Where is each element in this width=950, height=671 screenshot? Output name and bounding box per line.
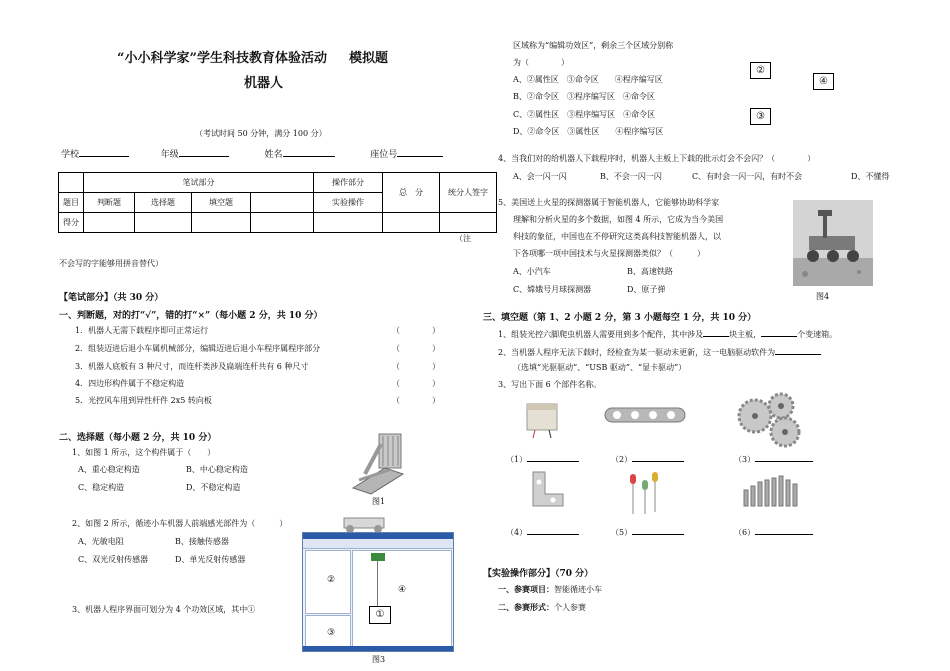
- part-blank-3: （3）: [734, 452, 813, 465]
- part-blank-2: （2）: [611, 452, 684, 465]
- fill-blank[interactable]: [775, 345, 821, 355]
- choice-option: B、高速铁路: [627, 267, 673, 276]
- answer-paren[interactable]: （ ）: [392, 344, 440, 353]
- choice-option: A、会一闪一闪: [513, 172, 567, 181]
- fill-q3: 3、写出下面 6 个部件名称。: [498, 380, 602, 389]
- fill-blank[interactable]: [761, 327, 797, 337]
- figure-2-car: [340, 512, 390, 534]
- part-blank-4: （4）: [506, 525, 579, 538]
- choice-q5: 科技的象征，中国也在不停研究这类高科技智能机器人，以: [513, 232, 721, 241]
- figure-4-caption: 图4: [816, 292, 830, 301]
- choice-option: B、不会一闪一闪: [600, 172, 662, 181]
- score-total-header: 总 分: [383, 173, 440, 213]
- choice-heading: 二、选择题（每小题 2 分，共 10 分）: [59, 433, 217, 443]
- area-label-box: ④: [813, 73, 834, 90]
- choice-option: C、双光反射传感器: [78, 555, 149, 564]
- score-cell[interactable]: [383, 213, 440, 233]
- screen-label-box: ①: [369, 606, 391, 624]
- choice-option: A、小汽车: [513, 267, 551, 276]
- q3-continued: 区域称为“编辑功效区”，剩余三个区域分别称: [513, 41, 674, 50]
- area-label-box: ②: [750, 62, 771, 79]
- score-cell[interactable]: [192, 213, 251, 233]
- choice-option: A、重心稳定构造: [78, 465, 140, 474]
- judge-item: 1．机器人无需下载程序即可正常运行: [75, 326, 209, 335]
- judge-item: 3．机器人底板有 3 种尺寸，而连杆类涉及扁端连杆共有 6 种尺寸: [75, 362, 309, 371]
- fill-blank[interactable]: [527, 452, 579, 462]
- note-right: （注: [455, 234, 471, 243]
- choice-option: B、中心稳定构造: [186, 465, 248, 474]
- score-cell[interactable]: [440, 213, 497, 233]
- figure-1-caption: 图1: [372, 497, 386, 506]
- choice-q2: 2、如图 2 所示，循迹小车机器人前端感光部件为（ ）: [72, 519, 288, 528]
- fill-blank[interactable]: [632, 525, 684, 535]
- choice-q5: 下各项哪一项中国技术与火星探测器类似？（ ）: [513, 249, 705, 258]
- judge-heading: 一、判断题，对的打“√”，错的打“×”（每小题 2 分，共 10 分）: [59, 311, 323, 321]
- exam-info: （考试时间 50 分钟，满分 100 分）: [195, 129, 327, 138]
- part-5-leds: [622, 470, 666, 516]
- q3-continued: 为（ ）: [513, 58, 569, 67]
- fill-heading: 三、填空题（第 1、2 小题 2 分，第 3 小题每空 1 分，共 10 分）: [483, 313, 757, 323]
- choice-option: A、光敏电阻: [78, 537, 124, 546]
- name-blank[interactable]: [283, 147, 335, 157]
- page-title: “小小科学家”学生科技教育体验活动 模拟题: [117, 51, 388, 66]
- fill-blank[interactable]: [703, 327, 729, 337]
- choice-option: C、②属性区 ③程序编写区 ④命令区: [513, 110, 656, 119]
- choice-option: C、嫦娥号月球探测器: [513, 285, 592, 294]
- answer-paren[interactable]: （ ）: [392, 362, 440, 371]
- fill-blank[interactable]: [755, 525, 813, 535]
- choice-option: C、稳定构造: [78, 483, 125, 492]
- screen-toolbar: [303, 539, 453, 549]
- written-heading: 【笔试部分】（共 30 分）: [59, 293, 164, 303]
- part-2-beam: [603, 404, 687, 426]
- part-blank-5: （5）: [611, 525, 684, 538]
- fill-blank[interactable]: [632, 452, 684, 462]
- part-1-battery-box: [523, 398, 561, 438]
- part-blank-6: （6）: [734, 525, 813, 538]
- grade-blank[interactable]: [179, 147, 229, 157]
- choice-option: B、接触传感器: [175, 537, 229, 546]
- fill-q1: 1、组装光控六脚爬虫机器人需要用到多个配件，其中涉及 块主板， 个变速箱。: [498, 327, 837, 340]
- exp-heading: 【实验操作部分】（70 分）: [483, 569, 594, 579]
- part-blank-1: （1）: [506, 452, 579, 465]
- part-4-angle-connector: [527, 470, 567, 508]
- fill-q2-hint: （选填“光驱驱动”、“USB 驱动”、“显卡驱动”）: [513, 363, 687, 372]
- answer-paren[interactable]: （ ）: [392, 379, 440, 388]
- exp-item-2: 二、参赛形式：个人参赛: [498, 602, 586, 612]
- choice-q5: 5、美国送上火星的探测器属于智能机器人，它能够协助科学家: [498, 198, 720, 207]
- choice-option: D、②命令区 ③属性区 ④程序编写区: [513, 127, 664, 136]
- choice-option: D、原子弹: [627, 285, 666, 294]
- page-subtitle: 机器人: [244, 76, 284, 91]
- exp-item-1: 一、参赛项目：智能循迹小车: [498, 584, 602, 594]
- screen-label: ④: [398, 585, 407, 595]
- choice-option: D、不稳定构造: [186, 483, 241, 492]
- answer-paren[interactable]: （ ）: [392, 326, 440, 335]
- answer-paren[interactable]: （ ）: [392, 396, 440, 405]
- info-fields: 学校 年级 姓名 座位号: [61, 147, 443, 160]
- judge-item: 5．光控风车用到异性杆件 2x5 转向板: [75, 396, 212, 405]
- note-left: 不会写的字能够用拼音替代）: [59, 259, 163, 268]
- score-written-header: 笔试部分: [84, 173, 314, 193]
- score-cell[interactable]: [135, 213, 192, 233]
- choice-option: A、②属性区 ③命令区 ④程序编写区: [513, 75, 663, 84]
- choice-option: B、②命令区 ③程序编写区 ④命令区: [513, 92, 655, 101]
- score-cell[interactable]: [251, 213, 314, 233]
- score-cell[interactable]: [84, 213, 135, 233]
- choice-option: C、有时会一闪一闪，有时不会: [692, 172, 803, 181]
- screen-panel-4: [352, 550, 452, 648]
- fill-blank[interactable]: [755, 452, 813, 462]
- choice-q3: 3、机器人程序界面可划分为 4 个功效区域，其中①: [72, 605, 256, 614]
- choice-q4: 4、当我们对的给机器人下载程序时，机器人主板上下载的批示灯会不会闪？（ ）: [498, 154, 816, 163]
- part-6-axles: [738, 474, 806, 508]
- seat-blank[interactable]: [397, 147, 443, 157]
- score-operation-header: 操作部分: [314, 173, 383, 193]
- judge-item: 4．四边形构件属于不稳定构造: [75, 379, 185, 388]
- area-label-box: ③: [750, 108, 771, 125]
- score-signer-header: 统分人签字: [440, 173, 497, 213]
- figure-1-structure: [345, 430, 415, 498]
- choice-q1: 1、如图 1 所示，这个构件属于（ ）: [72, 448, 216, 457]
- fill-blank[interactable]: [527, 525, 579, 535]
- score-table: 笔试部分 操作部分 总 分 统分人签字 题目 判断题 选择题 填空题 实验操作 得分: [58, 172, 497, 233]
- score-cell[interactable]: [314, 213, 383, 233]
- figure-4-mars-rover: [793, 200, 873, 286]
- choice-q5: 理解和分析火星的多个数据，如图 4 所示，它成为当今美国: [513, 215, 724, 224]
- choice-option: D、单光反射传感器: [175, 555, 246, 564]
- choice-option: D、不懂得: [851, 172, 890, 181]
- fill-q2: 2、当机器人程序无法下载时，经检查为某一驱动未更新，这一电脑驱动软件为: [498, 345, 821, 358]
- screen-label: ②: [327, 575, 336, 585]
- figure-3-caption: 图3: [372, 655, 386, 664]
- figure-3-screen: [302, 532, 454, 652]
- screen-label: ③: [327, 628, 336, 638]
- school-blank[interactable]: [79, 147, 129, 157]
- part-3-gears: [735, 392, 809, 448]
- judge-item: 2．组装迈进后退小车属机械部分，编辑迈进后退小车程序属程序部分: [75, 344, 321, 353]
